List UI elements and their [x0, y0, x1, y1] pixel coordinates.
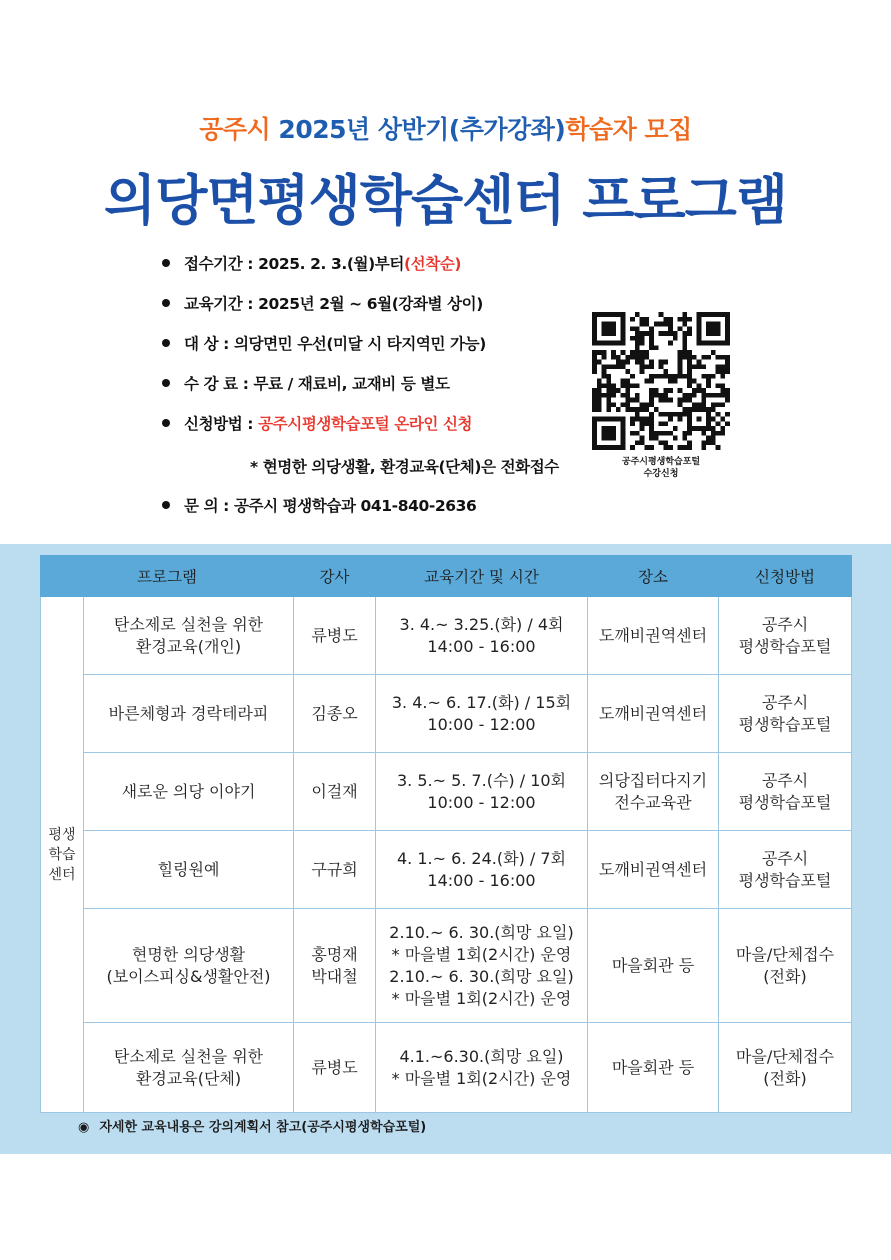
place-cell-line: 마을회관 등: [611, 1057, 695, 1077]
info-value: 공주시 평생학습과 041-840-2636: [233, 497, 477, 515]
info-highlight: (선착순): [403, 255, 462, 273]
place-cell-line: 도깨비권역센터: [598, 703, 708, 723]
table-row: [41, 909, 852, 1023]
info-period: [162, 292, 483, 314]
place-cell: [588, 909, 719, 1023]
instructor-cell-line: 류병도: [311, 1057, 358, 1077]
schedule-cell-line: 2.10.~ 6. 30.(희망 요일): [389, 922, 574, 942]
place-cell: [588, 1023, 719, 1113]
table-row: [41, 675, 852, 753]
schedule-cell-line: 4. 1.~ 6. 24.(화) / 7회: [396, 848, 567, 868]
apply-cell: [719, 753, 852, 831]
schedule-cell-line: 10:00 - 12:00: [427, 792, 536, 812]
place-cell: [588, 597, 719, 675]
footnote: [78, 1116, 426, 1135]
program-table: [40, 555, 852, 1113]
method-note: * 현명한 의당생활, 환경교육(단체)은 전화접수: [250, 458, 559, 476]
program-cell: [84, 831, 294, 909]
apply-cell-line: 공주시: [761, 770, 809, 790]
program-cell: [84, 753, 294, 831]
apply-cell-line: (전화): [763, 966, 807, 986]
schedule-cell: [376, 831, 588, 909]
schedule-cell-line: * 마을별 1회(2시간) 운영: [391, 1068, 572, 1088]
program-cell: [84, 1023, 294, 1113]
group-label-line: 센터: [48, 866, 76, 883]
info-value: 무료 / 재료비, 교재비 등 별도: [253, 375, 450, 393]
qr-caption-line2: 수강신청: [643, 469, 679, 479]
info-inquiry: [162, 494, 476, 516]
apply-cell-line: 평생학습포털: [738, 636, 832, 656]
instructor-cell: [294, 909, 376, 1023]
program-cell-line: (보이스피싱&생활안전): [106, 966, 271, 986]
schedule-cell-line: 3. 5.~ 5. 7.(수) / 10회: [396, 770, 567, 790]
program-cell: [84, 909, 294, 1023]
info-value: 2025년 2월 ~ 6월(강좌별 상이): [258, 295, 483, 313]
schedule-cell-line: 4.1.~6.30.(희망 요일): [399, 1046, 564, 1066]
instructor-cell-line: 박대철: [311, 966, 358, 986]
table-row: [41, 597, 852, 675]
place-cell-line: 의당집터다지기: [598, 770, 708, 790]
apply-cell-line: 공주시: [761, 848, 809, 868]
bullet-icon: [162, 339, 170, 347]
target-icon: ◉: [78, 1120, 90, 1135]
instructor-cell-line: 이걸재: [311, 781, 358, 801]
instructor-cell-line: 구규희: [311, 859, 358, 879]
info-method: [162, 412, 472, 434]
headline: [0, 110, 891, 146]
apply-cell-line: 공주시: [761, 692, 809, 712]
instructor-cell-line: 홍명재: [311, 944, 358, 964]
apply-cell: [719, 675, 852, 753]
header-place: 장소: [588, 556, 719, 597]
header-apply: 신청방법: [719, 556, 852, 597]
headline-recruit: 학습자 모집: [565, 115, 692, 144]
table-row: [41, 753, 852, 831]
schedule-cell-line: 3. 4.~ 3.25.(화) / 4회: [399, 614, 564, 634]
schedule-cell: [376, 909, 588, 1023]
bullet-icon: [162, 379, 170, 387]
bullet-icon: [162, 501, 170, 509]
apply-cell-line: 마을/단체접수: [735, 1046, 835, 1066]
apply-cell-line: 평생학습포털: [738, 714, 832, 734]
group-label-line: 평생: [48, 826, 76, 843]
instructor-cell-line: 류병도: [311, 625, 358, 645]
schedule-cell-line: 3. 4.~ 6. 17.(화) / 15회: [391, 692, 572, 712]
info-target: [162, 332, 486, 354]
apply-cell: [719, 909, 852, 1023]
info-reception: [162, 252, 461, 274]
info-value: 2025. 2. 3.(월)부터: [258, 255, 404, 273]
qr-code-icon[interactable]: [592, 312, 730, 450]
place-cell-line: 도깨비권역센터: [598, 625, 708, 645]
instructor-cell: [294, 675, 376, 753]
schedule-cell-line: 10:00 - 12:00: [427, 714, 536, 734]
info-label: 대 상 :: [184, 335, 229, 353]
schedule-cell-line: 14:00 - 16:00: [427, 870, 536, 890]
qr-caption-line1: 공주시평생학습포털: [621, 457, 701, 467]
headline-semester: 2025년 상반기(추가강좌): [278, 115, 566, 144]
schedule-cell-line: 14:00 - 16:00: [427, 636, 536, 656]
apply-cell-line: 평생학습포털: [738, 792, 832, 812]
group-label: [41, 597, 84, 1113]
schedule-cell-line: * 마을별 1회(2시간) 운영: [391, 988, 572, 1008]
info-value: 공주시평생학습포털 온라인 신청: [258, 415, 473, 433]
apply-cell: [719, 1023, 852, 1113]
headline-city: 공주시: [199, 115, 279, 144]
instructor-cell: [294, 831, 376, 909]
info-fee: [162, 372, 450, 394]
apply-cell: [719, 831, 852, 909]
info-label: 신청방법 :: [184, 415, 254, 433]
schedule-cell: [376, 597, 588, 675]
schedule-cell-line: 2.10.~ 6. 30.(희망 요일): [389, 966, 574, 986]
bullet-icon: [162, 419, 170, 427]
info-label: 수 강 료 :: [184, 375, 249, 393]
bullet-icon: [162, 259, 170, 267]
table-header-row: [41, 556, 852, 597]
schedule-cell: [376, 675, 588, 753]
program-cell-line: 탄소제로 실천을 위한: [113, 614, 264, 634]
apply-cell-line: 평생학습포털: [738, 870, 832, 890]
apply-cell-line: 공주시: [761, 614, 809, 634]
place-cell-line: 도깨비권역센터: [598, 859, 708, 879]
place-cell-line: 마을회관 등: [611, 955, 695, 975]
info-label: 문 의 :: [184, 497, 229, 515]
instructor-cell-line: 김종오: [311, 703, 358, 723]
program-cell-line: 새로운 의당 이야기: [121, 781, 256, 801]
table-row: [41, 1023, 852, 1113]
program-cell: [84, 675, 294, 753]
program-cell-line: 탄소제로 실천을 위한: [113, 1046, 264, 1066]
place-cell-line: 전수교육관: [614, 792, 692, 812]
program-cell-line: 힐링원예: [157, 859, 220, 879]
program-cell-line: 현명한 의당생활: [131, 944, 246, 964]
program-cell-line: 바른체형과 경락테라피: [108, 703, 269, 723]
place-cell: [588, 831, 719, 909]
header-schedule: 교육기간 및 시간: [376, 556, 588, 597]
instructor-cell: [294, 597, 376, 675]
apply-cell-line: (전화): [763, 1068, 807, 1088]
table-row: [41, 831, 852, 909]
info-label: 접수기간 :: [184, 255, 254, 273]
bullet-icon: [162, 299, 170, 307]
instructor-cell: [294, 753, 376, 831]
info-label: 교육기간 :: [184, 295, 254, 313]
header-program: 프로그램: [41, 556, 294, 597]
program-cell-line: 환경교육(단체): [135, 1068, 242, 1088]
apply-cell: [719, 597, 852, 675]
page-title: 의당면평생학습센터 프로그램: [104, 169, 787, 232]
footnote-text: 자세한 교육내용은 강의계획서 참고(공주시평생학습포털): [99, 1120, 427, 1135]
header-instructor: 강사: [294, 556, 376, 597]
group-label-line: 학습: [48, 846, 76, 863]
schedule-cell: [376, 1023, 588, 1113]
program-cell: [84, 597, 294, 675]
instructor-cell: [294, 1023, 376, 1113]
qr-caption: [580, 456, 742, 480]
schedule-cell-line: * 마을별 1회(2시간) 운영: [391, 944, 572, 964]
place-cell: [588, 753, 719, 831]
apply-cell-line: 마을/단체접수: [735, 944, 835, 964]
schedule-cell: [376, 753, 588, 831]
info-value: 의당면민 우선(미달 시 타지역민 가능): [233, 335, 486, 353]
place-cell: [588, 675, 719, 753]
program-cell-line: 환경교육(개인): [135, 636, 242, 656]
